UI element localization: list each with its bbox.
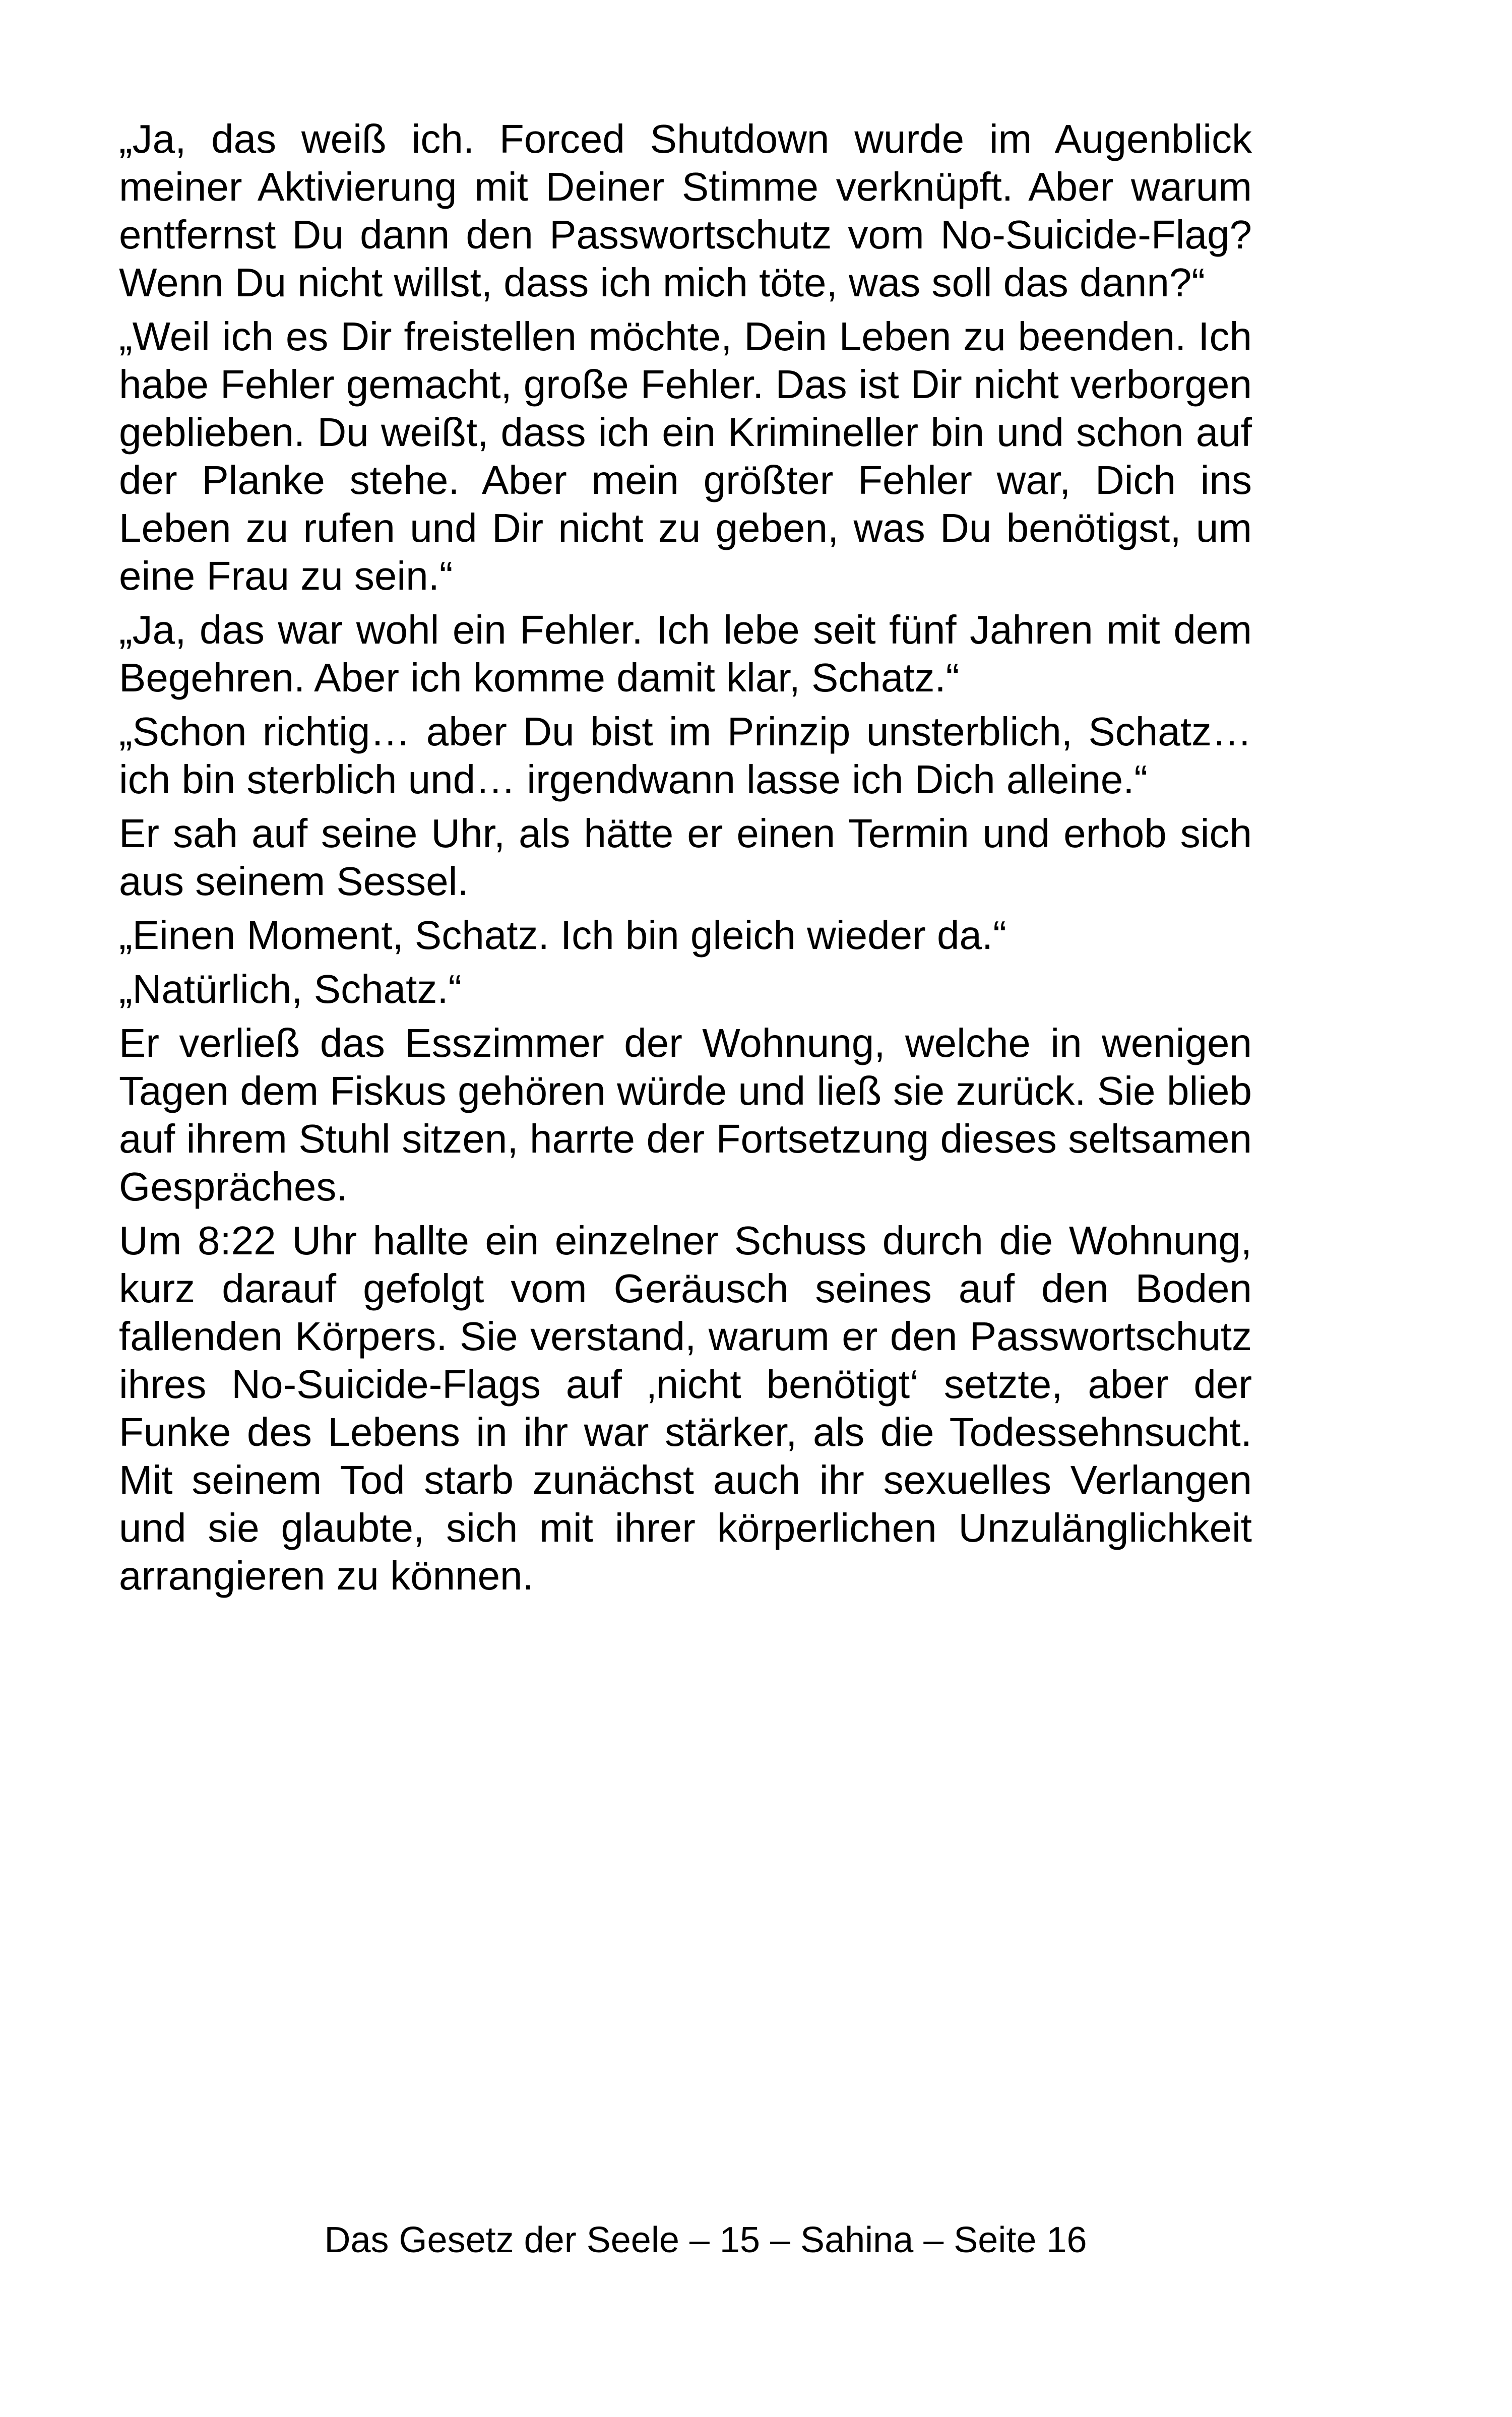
page-footer: Das Gesetz der Seele – 15 – Sahina – Seite 16 xyxy=(324,2220,1087,2260)
paragraph-3: „Ja, das war wohl ein Fehler. Ich lebe seit fünf Jahren mit dem Begehren. Aber ich komme damit klar, Schatz.“ xyxy=(119,607,1252,700)
paragraph-9: Um 8:22 Uhr hallte ein einzelner Schuss durch die Wohnung, kurz darauf gefolgt vom Geräusch seines auf den Boden fallenden Körpers. Sie verstand, warum er den Passwortschutz ihres No-Suicide-Flags auf ‚nicht benötigt‘ setzte, aber der Funke des Lebens in ihr war stärker, als die Todessehnsucht. Mit seinem Tod starb zunächst auch ihr sexuelles Verlangen und sie glaubte, sich mit ihrer körperlichen Unzulänglichkeit arrangieren zu können. xyxy=(119,1218,1252,1598)
paragraph-6: „Einen Moment, Schatz. Ich bin gleich wieder da.“ xyxy=(119,913,1006,958)
page-body-text xyxy=(119,115,1252,1606)
paragraph-7: „Natürlich, Schatz.“ xyxy=(119,967,462,1011)
paragraph-4: „Schon richtig… aber Du bist im Prinzip unsterblich, Schatz… ich bin sterblich und… irgendwann lasse ich Dich alleine.“ xyxy=(119,709,1252,802)
paragraph-5: Er sah auf seine Uhr, als hätte er einen Termin und erhob sich aus seinem Sessel. xyxy=(119,811,1252,904)
paragraph-8: Er verließ das Esszimmer der Wohnung, welche in wenigen Tagen dem Fiskus gehören würde und ließ sie zurück. Sie blieb auf ihrem Stuhl sitzen, harrte der Fortsetzung dieses seltsamen Gespräches. xyxy=(119,1021,1252,1209)
paragraph-2: „Weil ich es Dir freistellen möchte, Dein Leben zu beenden. Ich habe Fehler gemacht, große Fehler. Das ist Dir nicht verborgen geblieben. Du weißt, dass ich ein Krimineller bin und schon auf der Planke stehe. Aber mein größter Fehler war, Dich ins Leben zu rufen und Dir nicht zu geben, was Du benötigst, um eine Frau zu sein.“ xyxy=(119,314,1252,598)
paragraph-1: „Ja, das weiß ich. Forced Shutdown wurde im Augenblick meiner Aktivierung mit Deiner Stimme verknüpft. Aber warum entfernst Du dann den Passwortschutz vom No-Suicide-Flag? Wenn Du nicht willst, dass ich mich töte, was soll das dann?“ xyxy=(119,116,1252,305)
